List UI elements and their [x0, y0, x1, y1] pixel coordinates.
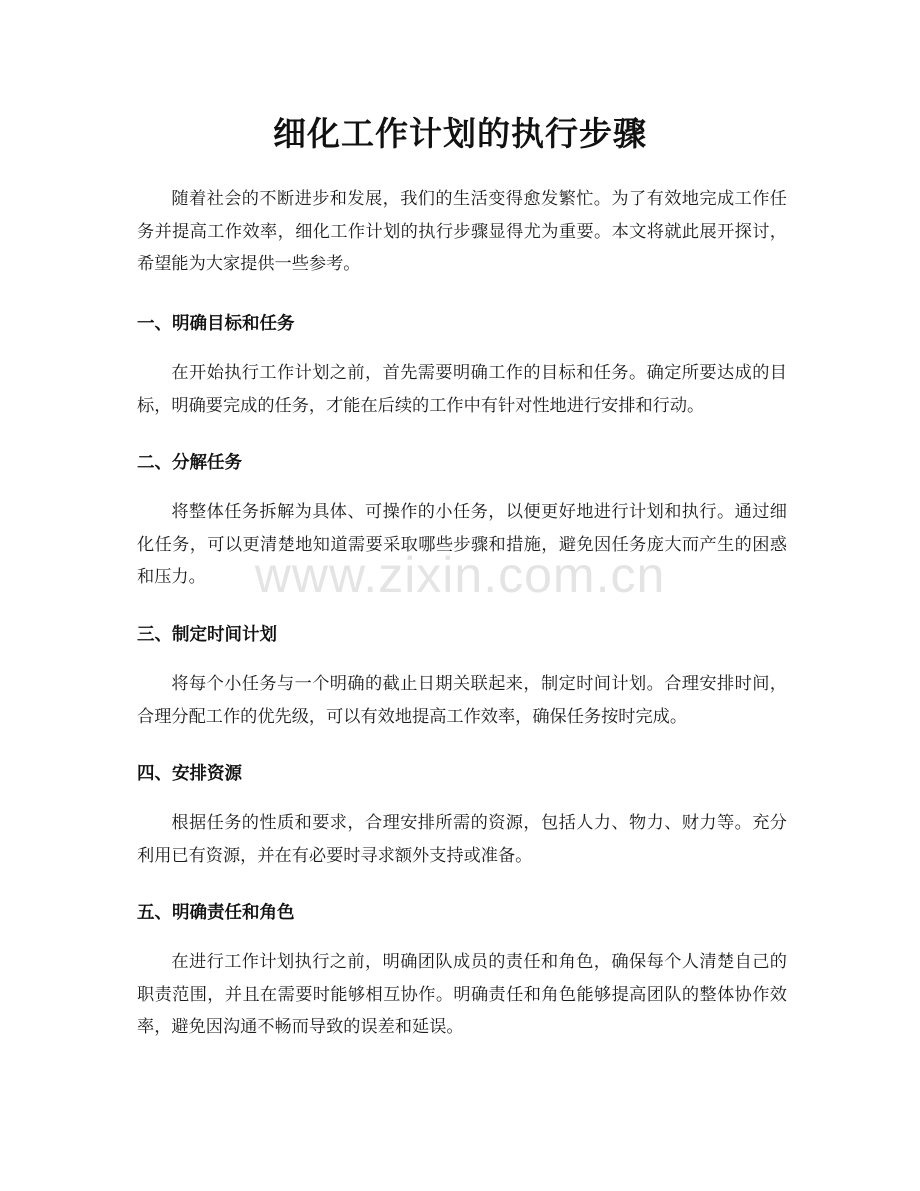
- section-heading-5: 五、明确责任和角色: [137, 903, 295, 923]
- section-heading-2: 二、分解任务: [137, 453, 242, 473]
- section-body-3: 将每个小任务与一个明确的截止日期关联起来，制定时间计划。合理安排时间，合理分配工作的优先级，可以有效地提高工作效率，确保任务按时完成。: [137, 674, 787, 727]
- section-body-5: 在进行工作计划执行之前，明确团队成员的责任和角色，确保每个人清楚自己的职责范围，并且在需要时能够相互协作。明确责任和角色能够提高团队的整体协作效率，避免因沟通不畅而导致的误差和延误。: [137, 952, 787, 1037]
- section-body-4: 根据任务的性质和要求，合理安排所需的资源，包括人力、物力、财力等。充分利用已有资源，并在有必要时寻求额外支持或准备。: [137, 813, 787, 866]
- intro-paragraph: 随着社会的不断进步和发展，我们的生活变得愈发繁忙。为了有效地完成工作任务并提高工作效率，细化工作计划的执行步骤显得尤为重要。本文将就此展开探讨，希望能为大家提供一些参考。: [137, 189, 787, 274]
- section-heading-1: 一、明确目标和任务: [137, 314, 295, 334]
- section-heading-4: 四、安排资源: [137, 764, 242, 784]
- page-title: 细化工作计划的执行步骤: [273, 114, 647, 153]
- section-body-2: 将整体任务拆解为具体、可操作的小任务，以便更好地进行计划和执行。通过细化任务，可以更清楚地知道需要采取哪些步骤和措施，避免因任务庞大而产生的困惑和压力。: [137, 502, 787, 587]
- section-body-1: 在开始执行工作计划之前，首先需要明确工作的目标和任务。确定所要达成的目标，明确要完成的任务，才能在后续的工作中有针对性地进行安排和行动。: [137, 363, 787, 416]
- watermark: www.zixin.com.cn: [254, 547, 666, 603]
- section-heading-3: 三、制定时间计划: [137, 625, 277, 645]
